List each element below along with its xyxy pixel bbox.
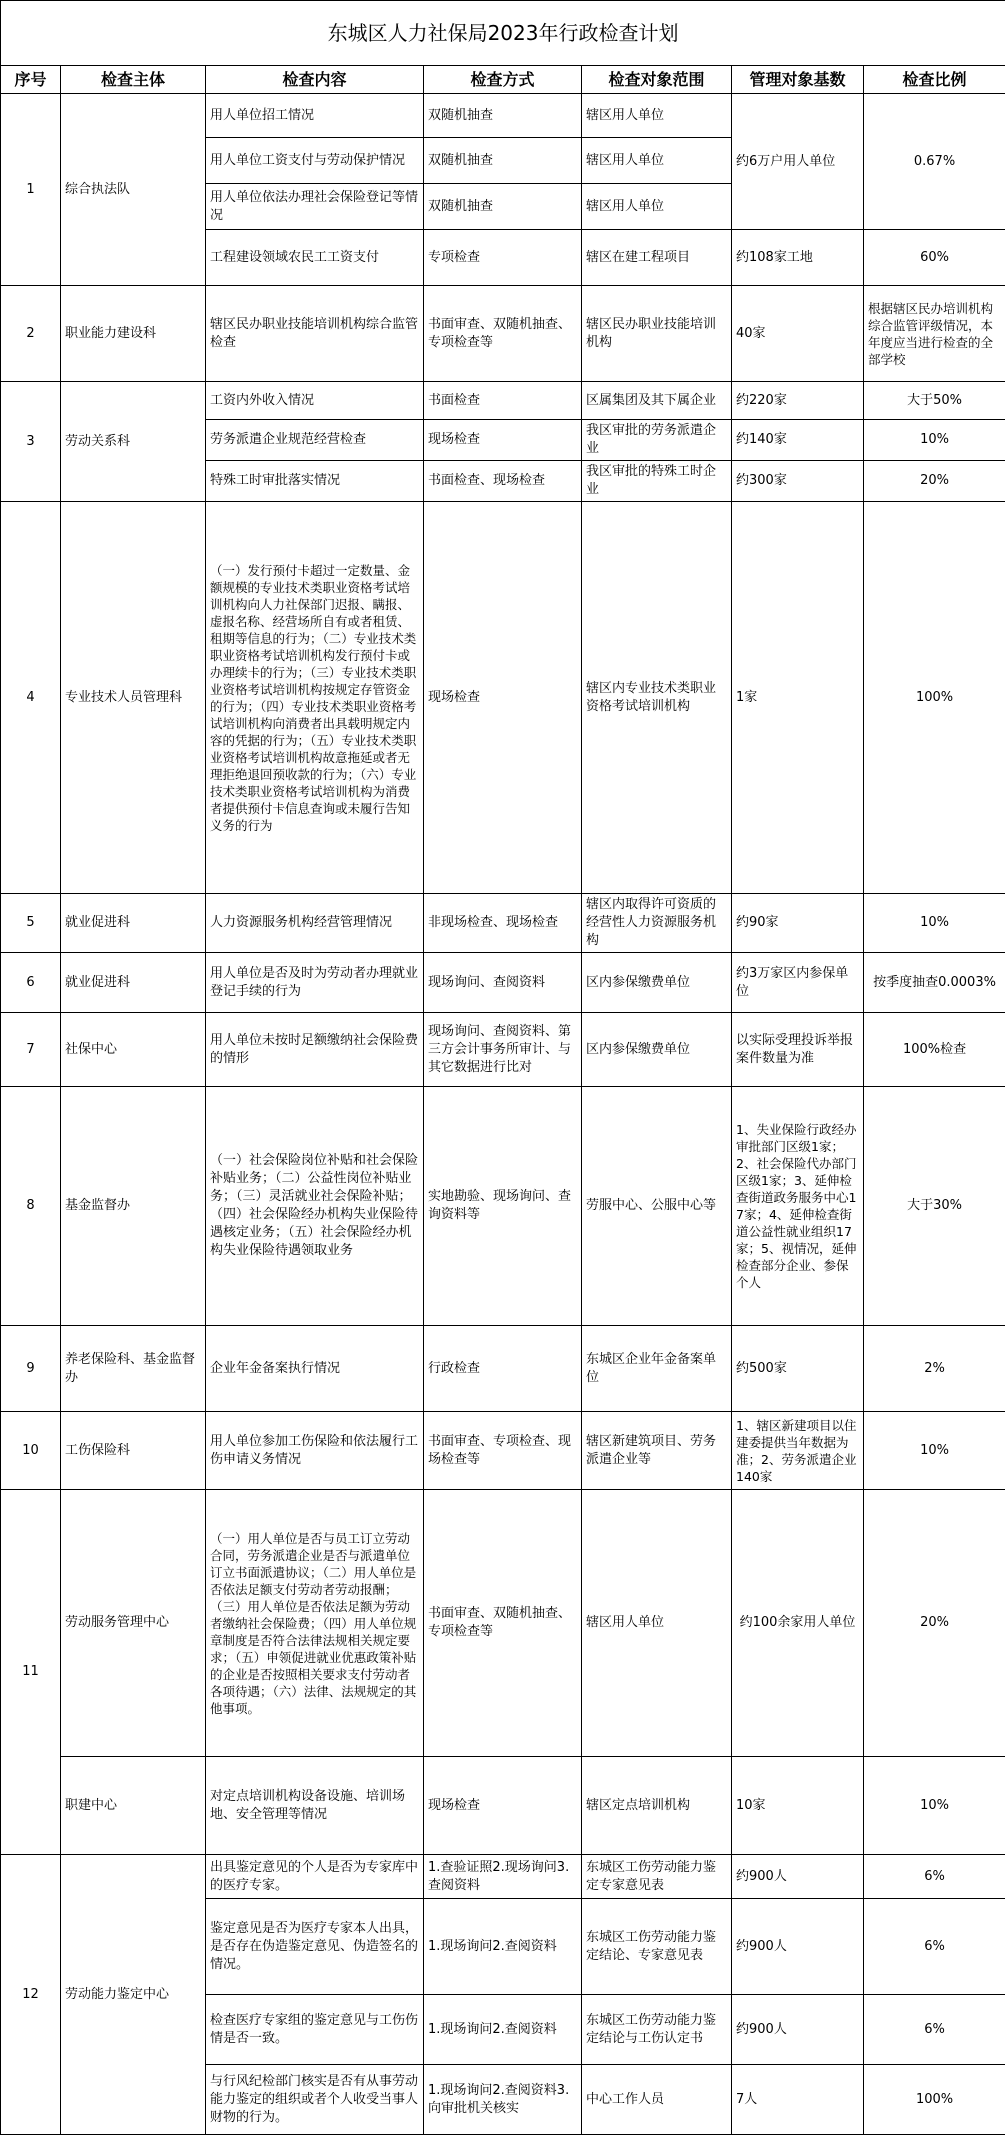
row-ratio: 6% xyxy=(864,1899,1005,1995)
row-scope: 辖区民办职业技能培训机构 xyxy=(582,286,732,382)
table-row xyxy=(1,1087,1005,1326)
row-scope: 东城区企业年金备案单位 xyxy=(582,1326,732,1412)
row-base: 约900人 xyxy=(732,1899,864,1995)
row-content: 用人单位参加工伤保险和依法履行工伤申请义务情况 xyxy=(206,1412,424,1490)
row-method: 现场检查 xyxy=(424,1757,582,1855)
row-ratio: 根据辖区民办培训机构综合监管评级情况，本年度应当进行检查的全部学校 xyxy=(864,286,1005,382)
row-method: 现场询问、查阅资料 xyxy=(424,953,582,1013)
row-method: 现场检查 xyxy=(424,420,582,461)
row-ratio: 100% xyxy=(864,502,1005,894)
row-content: 用人单位未按时足额缴纳社会保险费的情形 xyxy=(206,1013,424,1087)
row-ratio: 10% xyxy=(864,1757,1005,1855)
row-method: 专项检查 xyxy=(424,230,582,286)
row-method: 书面检查、现场检查 xyxy=(424,461,582,502)
row-ratio: 0.67% xyxy=(864,94,1005,230)
table-row xyxy=(1,1490,1005,1757)
row-subject: 劳动服务管理中心 xyxy=(61,1490,206,1757)
table-row xyxy=(1,382,1005,420)
table-row xyxy=(1,502,1005,894)
row-subject: 基金监督办 xyxy=(61,1087,206,1326)
header-no: 序号 xyxy=(1,66,61,94)
row-ratio: 100% xyxy=(864,2065,1005,2135)
row-ratio: 2% xyxy=(864,1326,1005,1412)
row-content: 企业年金备案执行情况 xyxy=(206,1326,424,1412)
row-content: 辖区民办职业技能培训机构综合监管检查 xyxy=(206,286,424,382)
row-subject: 工伤保险科 xyxy=(61,1412,206,1490)
row-base: 约220家 xyxy=(732,382,864,420)
row-scope: 辖区定点培训机构 xyxy=(582,1757,732,1855)
row-content: （一）社会保险岗位补贴和社会保险补贴业务；（二）公益性岗位补贴业务；（三）灵活就业社会保险补贴；（四）社会保险经办机构失业保险待遇核定业务；（五）社会保险经办机构失业保险待遇领取业务 xyxy=(206,1087,424,1326)
row-content: 人力资源服务机构经营管理情况 xyxy=(206,894,424,953)
row-ratio: 10% xyxy=(864,420,1005,461)
row-base: 7人 xyxy=(732,2065,864,2135)
row-base: 约100余家用人单位 xyxy=(732,1490,864,1757)
row-ratio: 6% xyxy=(864,1995,1005,2065)
row-method: 1.现场询问2.查阅资料 xyxy=(424,1995,582,2065)
row-subject: 劳动关系科 xyxy=(61,382,206,502)
row-scope: 我区审批的劳务派遣企业 xyxy=(582,420,732,461)
row-method: 实地勘验、现场询问、查询资料等 xyxy=(424,1087,582,1326)
table-header-row xyxy=(1,66,1005,94)
row-scope: 中心工作人员 xyxy=(582,2065,732,2135)
row-ratio: 20% xyxy=(864,1490,1005,1757)
row-method: 书面审查、双随机抽查、专项检查等 xyxy=(424,286,582,382)
row-scope: 区属集团及其下属企业 xyxy=(582,382,732,420)
row-base: 40家 xyxy=(732,286,864,382)
row-base: 10家 xyxy=(732,1757,864,1855)
row-scope: 辖区内专业技术类职业资格考试培训机构 xyxy=(582,502,732,894)
row-ratio: 60% xyxy=(864,230,1005,286)
row-scope: 辖区用人单位 xyxy=(582,1490,732,1757)
row-base: 1、失业保险行政经办审批部门区级1家；2、社会保险代办部门区级1家；3、延伸检查街道政务服务中心17家；4、延伸检查街道公益性就业组织17家；5、视情况，延伸检查部分企业、参保个人 xyxy=(732,1087,864,1326)
row-scope: 辖区用人单位 xyxy=(582,184,732,230)
header-method: 检查方式 xyxy=(424,66,582,94)
row-method: 1.现场询问2.查阅资料3.向审批机关核实 xyxy=(424,2065,582,2135)
row-content: 用人单位招工情况 xyxy=(206,94,424,138)
row-content: 对定点培训机构设备设施、培训场地、安全管理等情况 xyxy=(206,1757,424,1855)
row-base: 约900人 xyxy=(732,1855,864,1899)
row-content: 出具鉴定意见的个人是否为专家库中的医疗专家。 xyxy=(206,1855,424,1899)
row-subject: 养老保险科、基金监督办 xyxy=(61,1326,206,1412)
row-method: 1.查验证照2.现场询问3.查阅资料 xyxy=(424,1855,582,1899)
row-no: 3 xyxy=(1,382,61,502)
row-subject: 就业促进科 xyxy=(61,894,206,953)
row-scope: 我区审批的特殊工时企业 xyxy=(582,461,732,502)
row-scope: 东城区工伤劳动能力鉴定结论与工伤认定书 xyxy=(582,1995,732,2065)
row-ratio: 6% xyxy=(864,1855,1005,1899)
row-method: 行政检查 xyxy=(424,1326,582,1412)
row-scope: 东城区工伤劳动能力鉴定结论、专家意见表 xyxy=(582,1899,732,1995)
row-base: 约108家工地 xyxy=(732,230,864,286)
row-base: 约300家 xyxy=(732,461,864,502)
table-row xyxy=(1,1412,1005,1490)
row-scope: 劳服中心、公服中心等 xyxy=(582,1087,732,1326)
row-method: 双随机抽查 xyxy=(424,138,582,184)
row-scope: 辖区在建工程项目 xyxy=(582,230,732,286)
row-ratio: 按季度抽查0.0003% xyxy=(864,953,1005,1013)
row-base: 约3万家区内参保单位 xyxy=(732,953,864,1013)
row-base: 以实际受理投诉举报案件数量为准 xyxy=(732,1013,864,1087)
row-no: 7 xyxy=(1,1013,61,1087)
row-content: 检查医疗专家组的鉴定意见与工伤伤情是否一致。 xyxy=(206,1995,424,2065)
row-content: 鉴定意见是否为医疗专家本人出具，是否存在伪造鉴定意见、伪造签名的情况。 xyxy=(206,1899,424,1995)
table-row xyxy=(1,286,1005,382)
row-scope: 区内参保缴费单位 xyxy=(582,953,732,1013)
row-subject: 社保中心 xyxy=(61,1013,206,1087)
row-method: 现场询问、查阅资料、第三方会计事务所审计、与其它数据进行比对 xyxy=(424,1013,582,1087)
header-base: 管理对象基数 xyxy=(732,66,864,94)
row-base: 1、辖区新建项目以住建委提供当年数据为准；2、劳务派遣企业140家 xyxy=(732,1412,864,1490)
row-scope: 区内参保缴费单位 xyxy=(582,1013,732,1087)
row-content: 特殊工时审批落实情况 xyxy=(206,461,424,502)
row-no: 11 xyxy=(1,1490,61,1855)
row-content: （一）发行预付卡超过一定数量、金额规模的专业技术类职业资格考试培训机构向人力社保部门迟报、瞒报、虚报名称、经营场所自有或者租赁、租期等信息的行为；（二）专业技术类职业资格考试培训机构发行预付卡或办理续卡的行为；（三）专业技术类职业资格考试培训机构按规定存管资金的行为；（四）专业技术类职业资格考试培训机构向消费者出具载明规定内容的凭据的行为；（五）专业技术类职业资格考试培训机构故意拖延或者无理拒绝退回预收款的行为；（六）专业技术类职业资格考试培训机构为消费者提供预付卡信息查询或未履行告知义务的行为 xyxy=(206,502,424,894)
row-subject: 职业能力建设科 xyxy=(61,286,206,382)
table-row xyxy=(1,894,1005,953)
row-subject: 职建中心 xyxy=(61,1757,206,1855)
table-row xyxy=(1,953,1005,1013)
table-row xyxy=(1,1855,1005,1899)
page-title: 东城区人力社保局2023年行政检查计划 xyxy=(1,1,1005,66)
header-content: 检查内容 xyxy=(206,66,424,94)
row-content: 用人单位依法办理社会保险登记等情况 xyxy=(206,184,424,230)
row-content: 工资内外收入情况 xyxy=(206,382,424,420)
row-no: 6 xyxy=(1,953,61,1013)
row-subject: 劳动能力鉴定中心 xyxy=(61,1855,206,2135)
row-ratio: 大于50% xyxy=(864,382,1005,420)
row-no: 8 xyxy=(1,1087,61,1326)
row-subject: 专业技术人员管理科 xyxy=(61,502,206,894)
row-content: 工程建设领域农民工工资支付 xyxy=(206,230,424,286)
row-base: 1家 xyxy=(732,502,864,894)
row-content: （一）用人单位是否与员工订立劳动合同，劳务派遣企业是否与派遣单位订立书面派遣协议；（二）用人单位是否依法足额支付劳动者劳动报酬；（三）用人单位是否依法足额为劳动者缴纳社会保险费；（四）用人单位规章制度是否符合法律法规相关规定要求；（五）申领促进就业优惠政策补贴的企业是否按照相关要求支付劳动者各项待遇；（六）法律、法规规定的其他事项。 xyxy=(206,1490,424,1757)
row-method: 现场检查 xyxy=(424,502,582,894)
row-method: 书面审查、双随机抽查、专项检查等 xyxy=(424,1490,582,1757)
row-scope: 辖区用人单位 xyxy=(582,94,732,138)
row-method: 书面检查 xyxy=(424,382,582,420)
row-content: 用人单位工资支付与劳动保护情况 xyxy=(206,138,424,184)
row-content: 用人单位是否及时为劳动者办理就业登记手续的行为 xyxy=(206,953,424,1013)
row-method: 书面审查、专项检查、现场检查等 xyxy=(424,1412,582,1490)
row-no: 4 xyxy=(1,502,61,894)
row-ratio: 20% xyxy=(864,461,1005,502)
row-no: 10 xyxy=(1,1412,61,1490)
row-method: 1.现场询问2.查阅资料 xyxy=(424,1899,582,1995)
row-no: 2 xyxy=(1,286,61,382)
row-no: 12 xyxy=(1,1855,61,2135)
row-ratio: 100%检查 xyxy=(864,1013,1005,1087)
row-method: 双随机抽查 xyxy=(424,94,582,138)
row-scope: 东城区工伤劳动能力鉴定专家意见表 xyxy=(582,1855,732,1899)
row-content: 与行风纪检部门核实是否有从事劳动能力鉴定的组织或者个人收受当事人财物的行为。 xyxy=(206,2065,424,2135)
row-scope: 辖区内取得许可资质的经营性人力资源服务机构 xyxy=(582,894,732,953)
header-ratio: 检查比例 xyxy=(864,66,1005,94)
row-subject: 就业促进科 xyxy=(61,953,206,1013)
header-scope: 检查对象范围 xyxy=(582,66,732,94)
table-row xyxy=(1,1013,1005,1087)
header-subject: 检查主体 xyxy=(61,66,206,94)
row-no: 5 xyxy=(1,894,61,953)
row-no: 1 xyxy=(1,94,61,286)
row-no: 9 xyxy=(1,1326,61,1412)
row-base: 约6万户用人单位 xyxy=(732,94,864,230)
row-base: 约90家 xyxy=(732,894,864,953)
row-content: 劳务派遣企业规范经营检查 xyxy=(206,420,424,461)
table-row xyxy=(1,1326,1005,1412)
row-subject: 综合执法队 xyxy=(61,94,206,286)
row-method: 双随机抽查 xyxy=(424,184,582,230)
row-ratio: 大于30% xyxy=(864,1087,1005,1326)
row-scope: 辖区新建筑项目、劳务派遣企业等 xyxy=(582,1412,732,1490)
row-scope: 辖区用人单位 xyxy=(582,138,732,184)
table-row xyxy=(1,1757,1005,1855)
row-ratio: 10% xyxy=(864,894,1005,953)
row-method: 非现场检查、现场检查 xyxy=(424,894,582,953)
row-base: 约500家 xyxy=(732,1326,864,1412)
row-base: 约140家 xyxy=(732,420,864,461)
row-ratio: 10% xyxy=(864,1412,1005,1490)
table-row xyxy=(1,94,1005,138)
row-base: 约900人 xyxy=(732,1995,864,2065)
